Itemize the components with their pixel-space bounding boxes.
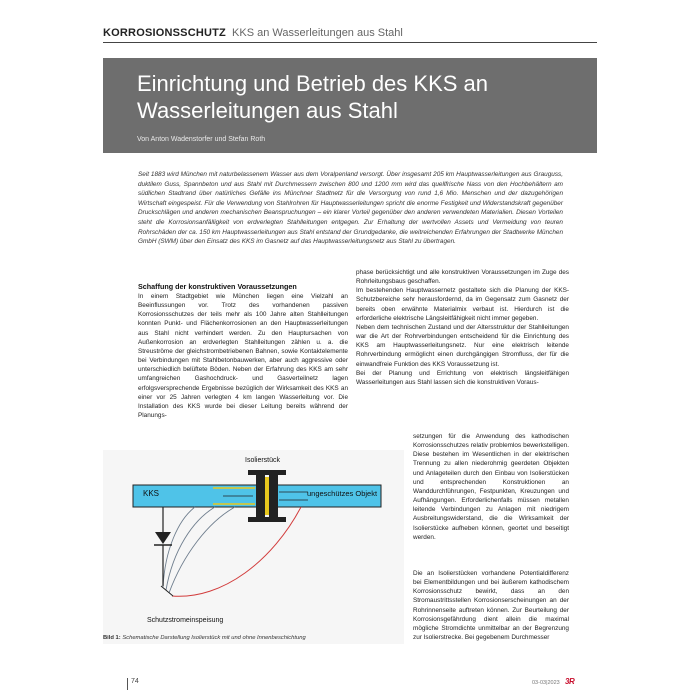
- isolier-gap: [265, 477, 269, 515]
- right-paragraph-3: Neben dem technischen Zustand und der Altersstruktur der Stahlleitungen war die Art der Rohrverbindungen entscheidend für die Einrichtung des KKS am Hauptwasserleitungsnetz. Nur eine elektrisch leitende Rohrverbindung ermöglicht einen durchgängigen Stromfluss, der für die einwandfreie Funktion des KKS Voraussetzung ist.: [356, 323, 569, 368]
- right-paragraph-2: Im bestehenden Hauptwassernetz gestaltete sich die Planung der KKS-Schutzbereiche sehr herausfordernd, da im Gegensatz zum Gasnetz der bereits oben erwähnte Materialmix verbaut ist. Hierdurch ist die erforderliche elektrische Längsleitfähigkeit nicht immer gegeben.: [356, 287, 569, 322]
- right-narrow-column-2: [413, 569, 569, 642]
- label-isolierstueck: Isolierstück: [245, 457, 281, 464]
- label-kks: KKS: [143, 489, 160, 498]
- left-column-text: In einem Stadtgebiet wie München liegen eine Vielzahl an Beeinflussungen vor. Trotz des vorhandenen passiven Korrosionsschutzes der teils mehr als 100 Jahre alten Stahlleitungen konnten Punkt- und Flächenkorrosionen an den Hauptwasserleitungen aus Stahl nicht verhindert werden. Zu den Hauptursachen von Außenkorrosion an erdverlegten Stahlleitungen zählen u. a. die Streuströme der gleichstrombetriebenen Bahnen, sowie Kontaktelemente bei Verbindungen mit Stahlbetonbauwerken, aber auch aggressive oder unterschiedlich belüftete Böden. Neben der Erfahrung des KKS am sehr umfangreichen Gashochdruck- und Gasverteilnetz lagen erfolgsversprechende Ergebnisse bezüglich der Wirksamkeit des KKS an einer vor 25 Jahren verlegten 4 km langen Wasserleitung vor. Die Installation des KKS wurde bei dieser Leitung bereits während der Planungs-: [138, 293, 348, 420]
- caption-label: Bild 1:: [103, 635, 121, 641]
- right-paragraph-1: phase berücksichtigt und alle konstruktiven Voraussetzungen im Zuge des Rohrleitungsbaus geschaffen.: [356, 269, 569, 286]
- title-banner: [103, 58, 597, 153]
- article-title: Einrichtung und Betrieb des KKS an Wasserleitungen aus Stahl: [137, 71, 489, 123]
- label-feed: Schutzstromeinspeisung: [147, 617, 224, 624]
- figure-isolierstueck: [103, 450, 404, 644]
- flange-right: [269, 475, 278, 517]
- article-authors: Von Anton Wadenstorfer und Stefan Roth: [137, 136, 266, 143]
- flange-left: [256, 475, 265, 517]
- right-narrow-column: [413, 432, 569, 542]
- section-heading: Schaffung der konstruktiven Voraussetzungen: [138, 282, 297, 291]
- page-number: 74: [131, 678, 139, 685]
- current-line-2: [166, 507, 215, 590]
- header-topic: KKS an Wasserleitungen aus Stahl: [232, 27, 403, 39]
- label-unprotected-object: ungeschützes Objekt: [307, 489, 378, 498]
- right-column: [356, 268, 569, 387]
- diode-symbol: [155, 532, 171, 544]
- flange-bottom: [248, 517, 286, 522]
- running-header: [103, 26, 597, 44]
- header-text: [103, 26, 597, 40]
- figure-diagram: [103, 450, 404, 644]
- right-paragraph-5: setzungen für die Anwendung des kathodischen Korrosionsschutzes relativ problemlos bewerkstelligen. Diese bestehen im Wesentlichen in der elektrischen Trennung zu allen niederohmig geerdeten Objekten und Anlageteilen durch den Einbau von Isolierstücken und entsprechenden Konstruktionen an Wanddurchführungen, Festpunkten, Kreuzungen und Aufhängungen. Erforderlichenfalls müssen metallen leitende Verbindungen zu Anlagen mit niedrigem Ausbreitungswiderstand, die die Wirksamkeit der Isolierstücke aufheben können, geortet und beseitigt werden.: [413, 433, 569, 541]
- figure-caption: [103, 634, 403, 642]
- header-section: KORROSIONSSCHUTZ: [103, 27, 226, 39]
- left-column: [138, 282, 348, 420]
- issue-label: 03-03|2023: [532, 680, 560, 686]
- current-line-1: [163, 507, 195, 587]
- flange-top: [248, 470, 286, 475]
- footer-rule: [127, 678, 128, 690]
- publisher-logo: 3R: [565, 677, 575, 686]
- lead-paragraph: Seit 1883 wird München mit naturbelassenem Wasser aus dem Voralpenland versorgt. Über insgesamt 205 km Hauptwasserleitungen aus Grauguss, duktilem Guss, Spannbeton und aus Stahl mit Durchmessern zwischen 800 und 1200 mm wird das quellfrische Nass von den Hochbehältern am südlichen Stadtrand über natürliches Gefälle ins Münchner Stadtnetz für die Versorgung von rund 1,6 Mio. Menschen und der dazugehörigen Wirtschaft eingespeist. Für die Verwendung von Stahlrohren für Hauptwasserleitungen spricht die enorme Festigkeit und Widerstandskraft gegenüber Druckschlägen und anderen mechanischen Beanspruchungen – ein klarer Vorteil gegenüber den anderen verwendeten Materialien. Diesen Vorteilen steht die Korrosionsanfälligkeit von erdverlegten Stahlleitungen entgegen. Zur Erhaltung der wertvollen Assets und Vermeidung von teuren Rohrschäden der ca. 150 km Hauptwasserleitungen aus Stahl entstand der Grundgedanke, die weitreichenden Erfahrungen der Stadtwerke München GmbH (SWM) über den Einsatz des KKS im Gasnetz auf das Hauptwasserleitungsnetz aus Stahl zu übertragen.: [138, 171, 563, 246]
- caption-text: Schematische Darstellung Isolierstück mit und ohne Innenbeschichtung: [122, 635, 306, 641]
- right-paragraph-4: Bei der Planung und Errichtung von elektrisch längsleitfähigen Wasserleitungen aus Stahl lassen sich die konstruktiven Voraus-: [356, 369, 569, 386]
- header-rule: [103, 42, 597, 43]
- right-paragraph-6: Die an Isolierstücken vorhandene Potentialdifferenz bei Elementbildungen und bei äußerem kathodischem Korrosionsschutz bewirkt, dass an den Stromaustrittsstellen Korrosionserscheinungen an der Rohrinnenseite auftreten können. Zur Beurteilung der Korrosionsgefährdung dient allein die maximal mögliche Stromdichte unmittelbar an der Begrenzung zur Isolierstrecke. Bei gegebenem Durchmesser: [413, 570, 569, 642]
